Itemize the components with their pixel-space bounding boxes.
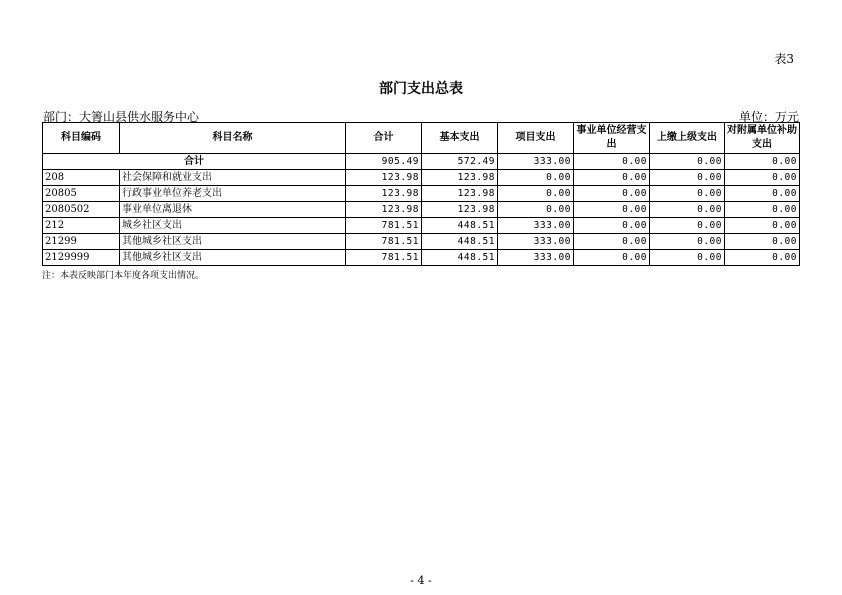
table-cell: 333.00 [498, 154, 574, 170]
subject-code-cell: 212 [43, 218, 120, 234]
table-cell: 781.51 [346, 234, 422, 250]
subject-name-cell: 其他城乡社区支出 [120, 234, 346, 250]
table-cell: 0.00 [725, 170, 800, 186]
table-cell: 333.00 [498, 250, 574, 266]
table-cell: 0.00 [574, 186, 650, 202]
table-cell: 781.51 [346, 250, 422, 266]
subject-name-cell: 其他城乡社区支出 [120, 250, 346, 266]
subject-code-cell: 21299 [43, 234, 120, 250]
page-title: 部门支出总表 [379, 81, 463, 97]
table-cell: 0.00 [574, 218, 650, 234]
table-cell: 0.00 [650, 218, 725, 234]
table-cell: 0.00 [498, 170, 574, 186]
header-cell: 事业单位经营支出 [574, 123, 650, 154]
table-cell: 448.51 [422, 250, 498, 266]
table-row [43, 202, 800, 218]
page-number: - 4 - [410, 574, 432, 587]
table-cell: 123.98 [346, 186, 422, 202]
subject-code-cell: 208 [43, 170, 120, 186]
table-row [43, 186, 800, 202]
table-cell: 0.00 [725, 202, 800, 218]
subject-name-cell: 社会保障和就业支出 [120, 170, 346, 186]
subject-code-cell: 2080502 [43, 202, 120, 218]
header-row [43, 123, 800, 154]
table-row [43, 170, 800, 186]
table-cell: 448.51 [422, 234, 498, 250]
total-label: 合计 [43, 154, 346, 170]
table-cell: 905.49 [346, 154, 422, 170]
subject-name-cell: 事业单位离退休 [120, 202, 346, 218]
header-cell: 合计 [346, 123, 422, 154]
table-cell: 0.00 [650, 170, 725, 186]
header-cell: 对附属单位补助支出 [725, 123, 800, 154]
table-cell: 0.00 [725, 154, 800, 170]
table-cell: 572.49 [422, 154, 498, 170]
subject-name-cell: 行政事业单位养老支出 [120, 186, 346, 202]
table-id: 表3 [774, 52, 794, 66]
header-cell: 科目名称 [120, 123, 346, 154]
table-cell: 781.51 [346, 218, 422, 234]
table-row [43, 234, 800, 250]
table-cell: 448.51 [422, 218, 498, 234]
table-cell: 123.98 [346, 202, 422, 218]
table-cell: 0.00 [650, 202, 725, 218]
table-cell: 0.00 [574, 202, 650, 218]
table-cell: 0.00 [650, 250, 725, 266]
header-cell: 项目支出 [498, 123, 574, 154]
table-cell: 0.00 [574, 234, 650, 250]
table-cell: 0.00 [725, 234, 800, 250]
table-cell: 0.00 [725, 186, 800, 202]
header-cell: 基本支出 [422, 123, 498, 154]
table-cell: 333.00 [498, 218, 574, 234]
table-cell: 0.00 [725, 250, 800, 266]
table-cell: 123.98 [422, 202, 498, 218]
unit-label: 单位：万元 [738, 110, 799, 124]
table-cell: 333.00 [498, 234, 574, 250]
subject-name-cell: 城乡社区支出 [120, 218, 346, 234]
table-cell: 0.00 [725, 218, 800, 234]
table-cell: 123.98 [422, 170, 498, 186]
table-cell: 0.00 [574, 154, 650, 170]
table-cell: 0.00 [650, 186, 725, 202]
table-cell: 0.00 [574, 250, 650, 266]
table-cell: 123.98 [422, 186, 498, 202]
subject-code-cell: 20805 [43, 186, 120, 202]
total-row [43, 154, 800, 170]
table-row [43, 250, 800, 266]
table-cell: 123.98 [346, 170, 422, 186]
department-label: 部门：大箐山县供水服务中心 [43, 110, 200, 124]
table-cell: 0.00 [498, 186, 574, 202]
table-cell: 0.00 [650, 154, 725, 170]
header-cell: 上缴上级支出 [650, 123, 725, 154]
table-cell: 0.00 [650, 234, 725, 250]
table-row [43, 218, 800, 234]
expenditure-table [42, 122, 800, 266]
header-cell: 科目编码 [43, 123, 120, 154]
table-cell: 0.00 [498, 202, 574, 218]
footnote: 注：本表反映部门本年度各项支出情况。 [42, 271, 205, 281]
subject-code-cell: 2129999 [43, 250, 120, 266]
table-cell: 0.00 [574, 170, 650, 186]
